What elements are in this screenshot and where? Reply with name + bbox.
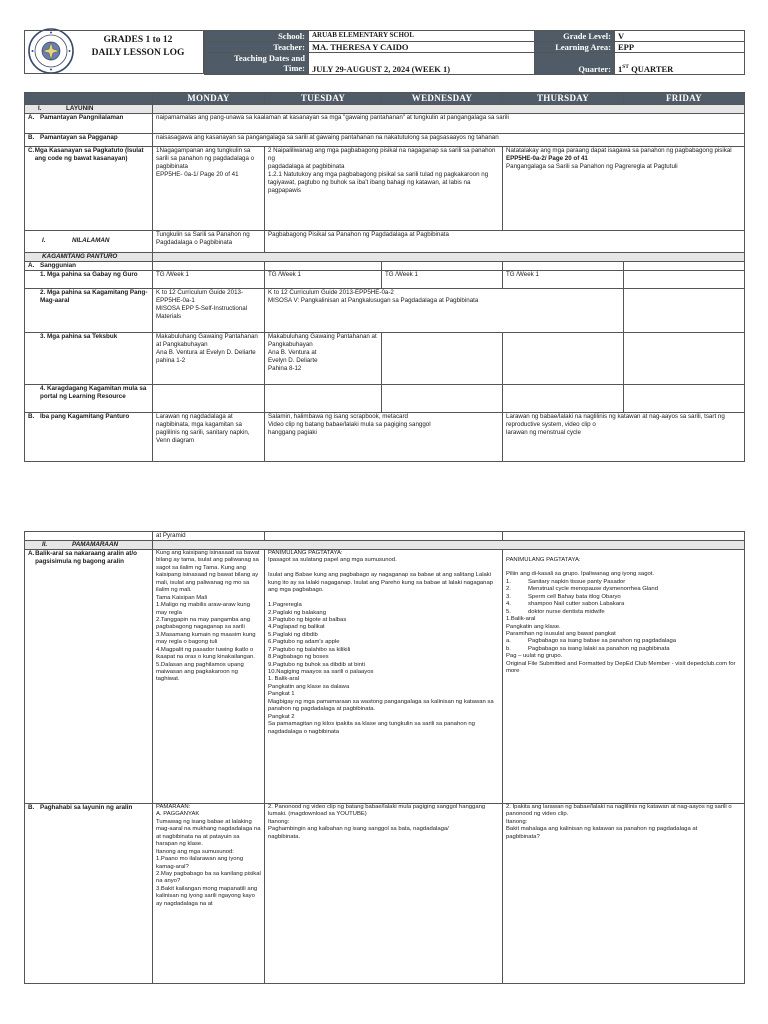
- teaching-dates-label: Teaching Dates and Time:: [205, 53, 309, 75]
- day-header-row: [25, 93, 745, 105]
- row-teksbuk: 3. Mga pahina sa Teksbuk Makabuluhang Gawaing Pantahanan at Pangkabuhayan Ana B. Ventura at Evelyn D. Deliarte pahina 1-2 Makabuluhang Gawaing Pantahanan at Pangkabuhayan Ana B. Ventura at Evelyn D. Deliarte Pahina 8-12: [25, 333, 745, 385]
- teacher-value: MA. THERESA Y CAIDO: [309, 42, 535, 53]
- section-kagamitan: KAGAMITANG PANTURO: [25, 253, 745, 262]
- day-monday: MONDAY: [153, 93, 265, 105]
- paghahabi-tuesday: 2. Panonood ng video clip ng batang babae/lalaki mula pagiging sanggol hanggang lumaki. (magdownload sa YOUTUBE) Itanong: Paghambingin ang kaibahan ng isang sanggol sa bata, nagdadalaga/ nagbibinata.: [265, 804, 503, 984]
- lesson-log-table-page1: [24, 92, 745, 462]
- balik-aral-thursday: PANIMULANG PAGTATAYA: Piliin ang di-kasali sa grupo. Ipaliwanag ang iyong sagot. 1. Sanitary napkin tissue panty Pasador 2. Menstrual cycle menopause dysmenorrhea Gland 3. Sperm cell Bahay bata itlog Obaryo 4. shampoo Nail cutter sabon Labakara 5. doktor nurse dentista midwife 1.Balik-aral Pangkatin ang klase. Paramihan ng isusulat ang bawat pangkat a. Pagbabago sa isang babae sa panahon ng pagdadalaga b. Pagbabago sa isang lalaki sa panahon ng pagbibinata Pag – uulat ng grupo. Original File Submitted and Formatted by DepEd Club Member - visit depedclub.com for more: [503, 550, 745, 804]
- iba-monday: Larawan ng nagdadalaga at nagbibinata, mga kagamitan sa paglilinis ng sarili, sanitary napkin, Venn diagram: [153, 413, 265, 462]
- thursday-item-list: 1. Sanitary napkin tissue panty Pasador 2. Menstrual cycle menopause dysmenorrhea Gland 3. Sperm cell Bahay bata itlog Obaryo 4. shampoo Nail cutter sabon Labakara 5. doktor nurse dentista midwife: [506, 578, 658, 615]
- quarter-value: 1ST QUARTER: [615, 53, 745, 75]
- grade-level-value: V: [615, 31, 745, 42]
- lesson-log-table-page2: [24, 531, 745, 984]
- gabay-tuesday: TG /Week 1: [265, 271, 382, 289]
- day-friday: FRIDAY: [624, 93, 745, 105]
- day-tuesday: TUESDAY: [265, 93, 382, 105]
- row-gabay-guro: 1. Mga pahina sa Gabay ng Guro TG /Week 1 TG /Week 1 TG /Week 1 TG /Week 1: [25, 271, 745, 289]
- gabay-thursday: TG /Week 1: [503, 271, 624, 289]
- school-label: School:: [205, 31, 309, 42]
- kasanayan-monday: 1Nagagampanan ang tungkulin sa sarili sa panahon ng pagdadalaga o pagbibinata EPP5HE- 0a-1/ Page 20 of 41: [153, 147, 265, 231]
- row-karagdagang-kagamitan: 4. Karagdagang Kagamitan mula sa portal ng Learning Resource: [25, 385, 745, 413]
- nilalaman-tuesday: Pagbabagong Pisikal sa Panahon ng Pagdadalaga at Pagbibinata: [265, 231, 745, 253]
- header-info-table: [204, 30, 745, 75]
- nilalaman-monday: Tungkulin sa Sarili sa Panahon ng Pagdadalaga o Pagbibinata: [153, 231, 265, 253]
- row-sanggunian: A. Sanggunian: [25, 262, 745, 271]
- paghahabi-monday: PAMARAAN: A. PAGGANYAK Tumawag ng isang babae at lalaking mag-aaral na mukhang nagdadalaga na at nagbibinata na at patayuin sa harapan ng klase. Itanong ang mga sumusunod: 1.Paano mo ilalarawan ang iyong kamag-aral? 2.May pagbabago ba sa kanilang pisikal na anyo? 3.Bakit kailangan mong mapanatili ang kalinisan ng iyong sarili ngayong kayo ay nagdadalaga na at: [153, 804, 265, 984]
- teacher-label: Teacher:: [205, 42, 309, 53]
- row-pamantayan-pangnilalaman: A. Pamantayan Pangnilalaman naipamamalas ang pang-unawa sa kaalaman at kasanayan sa mga "gawaing pantahanan" at tungkulin at pangangalaga sa sarili: [25, 114, 745, 134]
- row-kasanayan: C. Mga Kasanayan sa Pagkatuto (Isulat ang code ng bawat kasanayan) 1Nagagampanan ang tungkulin sa sarili sa panahon ng pagdadalaga o pagbibinata EPP5HE- 0a-1/ Page 20 of 41 2 Naipaliliwanag ang mga pagbabagong pisikal na nagaganap sa sarili sa panahon ng pagdadalaga at pagbibinata 1.2.1 Natutukoy ang mga pagbabagong pisikal sa sarili tulad ng pagkakaroon ng tagiyawat, pagtubo ng buhok sa iba't ibang bahagi ng katawan, at labis na pagpapawis Natatalakay ang mga paraang dapat isagawa sa panahon ng pagbabagong pisikal EPP5HE-0a-2/ Page 20 of 41 Pangangalaga sa Sarili sa Panahon ng Pagreregla at Pagtutuli: [25, 147, 745, 231]
- day-wednesday: WEDNESDAY: [382, 93, 503, 105]
- school-value: ARUAB ELEMENTARY SCHOL: [309, 31, 535, 42]
- form-title-line1: GRADES 1 to 12: [103, 35, 173, 45]
- pamantayan-pagganap-text: naisasagawa ang kasanayan sa pangangalaga sa sarili at gawaing pantahanan na nakatutulong sa pagsasaayos ng tahanan: [153, 134, 745, 147]
- row-paghahabi: B. Paghahabi sa layunin ng aralin PAMARAAN: A. PAGGANYAK Tumawag ng isang babae at lalaking mag-aaral na mukhang nagdadalaga na at nagbibinata na at patayuin sa harapan ng klase. Itanong ang mga sumusunod: 1.Paano mo ilalarawan ang iyong kamag-aral? 2.May pagbabago ba sa kanilang pisikal na anyo? 3.Bakit kailangan mong mapanatili ang kalinisan ng iyong sarili ngayong kayo ay nagdadalaga na at 2. Panonood ng video clip ng batang babae/lalaki mula pagiging sanggol hanggang lumaki. (magdownload sa YOUTUBE) Itanong: Paghambingin ang kaibahan ng isang sanggol sa bata, nagdadalaga/ nagbibinata. 2. Ipakita ang larawan ng babae/lalaki na naglilinis ng katawan at nag-aayos ng sarili o panonood ng video clip. Itanong: Bakit mahalaga ang kalinisan ng katawan sa panahon ng pagdadalaga at pagbibinata?: [25, 804, 745, 984]
- section-pamamaraan: II. PAMAMARAAN: [25, 541, 745, 550]
- row-nilalaman: I. NILALAMAN Tungkulin sa Sarili sa Panahon ng Pagdadalaga o Pagbibinata Pagbabagong Pisikal sa Panahon ng Pagdadalaga at Pagbibinata: [25, 231, 745, 253]
- grade-level-label: Grade Level:: [535, 31, 615, 42]
- balik-aral-monday: Kung ang kaisipang isinasaad sa bawat bilang ay tama, isulat ang paliwanag sa sagot sa ilalim ng Tama. Kung ang kaisipang isinasaad ng bawat bilang ay mali, isulat ang paliwanag ng mo sa ilalim ng mali. Tama Kaisipan Mali 1.Maligo ng mabilis araw-araw kung may regla 2.Tanggapin na may pangamba ang pagbabagong nagaganap sa sarili 3.Masamang kumain ng maasim kung may regla o bagong tuli 4.Magpalit ng pasador tuwing ikatlo o ikaapat na oras o kung kinakailangan. 5.Dalasan ang paghilamos upang maiwasan ang pagkakaroon ng taghiwat.: [153, 550, 265, 804]
- kasanayan-tuesday: 2 Naipaliliwanag ang mga pagbabagong pisikal na nagaganap sa sarili sa panahon ng pagdadalaga at pagbibinata 1.2.1 Natutukoy ang mga pagbabagong pisikal sa sarili tulad ng pagkakaroon ng tagiyawat, pagtubo ng buhok sa iba't ibang bahagi ng katawan, at labis na pagpapawis: [265, 147, 503, 231]
- mag-aaral-monday: K to 12 Curriculum Guide 2013-EPP5HE-0a-1 MISOSA EPP 5-Self-Instructional Materials: [153, 289, 265, 333]
- day-thursday: THURSDAY: [503, 93, 624, 105]
- title-box: [24, 30, 204, 74]
- form-title-line2: DAILY LESSON LOG: [91, 47, 185, 58]
- row-iba-pang-kagamitan: B. Iba pang Kagamitang Panturo Larawan ng nagdadalaga at nagbibinata, mga kagamitan sa paglilinis ng sarili, sanitary napkin, Venn diagram Salamin, halimbawa ng isang scrapbook, metacard Video clip ng batang babae/lalaki mula sa pagiging sanggol hanggang pagiaki Larawan ng babae/lalaki na naglilinis ng katawan at nag-aayos sa sarili, tsart ng reproductive system, video clip o larawan ng menstrual cycle: [25, 413, 745, 462]
- mag-aaral-tuesday: K to 12 Curriculum Guide 2013-EPP5HE-0a-2 MISOSA V: Pangkalinisan at Pangkalusugan sa Pagdadalaga at Pagbibinata: [265, 289, 624, 333]
- balik-aral-tuesday: PANIMULANG PAGTATAYA: Ipasagot sa sulatang papel ang mga sumusunod. Isulat ang Babae kung ang pagbabago ay nagaganap sa babae at ang salitang Lalaki kung ito ay sa lalaki nagaganap. Isulat ang Pareho kung sa babae at lalaki nagaganap ang mga pagbabago. 1.Pagreregla 2.Paglaki ng balakang 3.Pagtubo ng bigote at balbas 4.Paglapad ng balikat 5.Paglaki ng dibdib 6.Pagtubo ng adam's apple 7.Pagtubo ng balahibo sa kilikili 8.Pagbabago ng boses 9.Pagtubo ng buhok sa dibdib at binti 10.Nagiging maayos sa sarili o palaayos 1. Balik-aral Pangkatin ang klase sa dalawa Pangkat 1 Magbigay ng mga pamamaraan sa wastong pangangalaga sa kalinisan ng katawan sa panahon ng pagdadalaga at pagbibinata. Pangkat 2 Sa pamamagitan ng kilos ipakita sa klase ang tungkulin sa sarili sa panahon ng nagdadalaga o nagbibinata: [265, 550, 503, 804]
- quarter-label: Quarter:: [535, 53, 615, 75]
- learning-area-value: EPP: [615, 42, 745, 53]
- teksbuk-tuesday: Makabuluhang Gawaing Pantahanan at Pangkabuhayan Ana B. Ventura at Evelyn D. Deliarte Pahina 8-12: [265, 333, 382, 385]
- row-pamantayan-pagganap: B. Pamantayan sa Pagganap naisasagawa ang kasanayan sa pangangalaga sa sarili at gawaing pantahanan na nakatutulong sa pagsasaayos ng tahanan: [25, 134, 745, 147]
- iba-thursday: Larawan ng babae/lalaki na naglilinis ng katawan at nag-aayos sa sarili, tsart ng reproductive system, video clip o larawan ng menstrual cycle: [503, 413, 745, 462]
- section-layunin: I. LAYUNIN: [25, 105, 745, 114]
- iba-tuesday: Salamin, halimbawa ng isang scrapbook, metacard Video clip ng batang babae/lalaki mula sa pagiging sanggol hanggang pagiaki: [265, 413, 503, 462]
- paghahabi-thursday: 2. Ipakita ang larawan ng babae/lalaki na naglilinis ng katawan at nag-aayos ng sarili o panonood ng video clip. Itanong: Bakit mahalaga ang kalinisan ng katawan sa panahon ng pagdadalaga at pagbibinata?: [503, 804, 745, 984]
- continuation-text: at Pyramid: [153, 532, 265, 541]
- gabay-wednesday: TG /Week 1: [382, 271, 503, 289]
- learning-area-label: Learning Area:: [535, 42, 615, 53]
- pamantayan-pangnilalaman-text: naipamamalas ang pang-unawa sa kaalaman at kasanayan sa mga "gawaing pantahanan" at tungkulin at pangangalaga sa sarili: [153, 114, 745, 134]
- row-kagamitang-mag-aaral: 2. Mga pahina sa Kagamitang Pang-Mag-aaral K to 12 Curriculum Guide 2013-EPP5HE-0a-1 MISOSA EPP 5-Self-Instructional Materials K to 12 Curriculum Guide 2013-EPP5HE-0a-2 MISOSA V: Pangkalinisan at Pangkalusugan sa Pagdadalaga at Pagbibinata: [25, 289, 745, 333]
- kasanayan-thursday: Natatalakay ang mga paraang dapat isagawa sa panahon ng pagbabagong pisikal EPP5HE-0a-2/ Page 20 of 41 Pangangalaga sa Sarili sa Panahon ng Pagreregla at Pagtutuli: [503, 147, 745, 231]
- row-balik-aral: A. Balik-aral sa nakaraang aralin at/o pagsisimula ng bagong aralin Kung ang kaisipang isinasaad sa bawat bilang ay tama, isulat ang paliwanag sa sagot sa ilalim ng Tama. Kung ang kaisipang isinasaad ng bawat bilang ay mali, isulat ang paliwanag ng mo sa ilalim ng mali. Tama Kaisipan Mali 1.Maligo ng mabilis araw-araw kung may regla 2.Tanggapin na may pangamba ang pagbabagong nagaganap sa sarili 3.Masamang kumain ng maasim kung may regla o bagong tuli 4.Magpalit ng pasador tuwing ikatlo o ikaapat na oras o kung kinakailangan. 5.Dalasan ang paghilamos upang maiwasan ang pagkakaroon ng taghiwat. PANIMULANG PAGTATAYA: Ipasagot sa sulatang papel ang mga sumusunod. Isulat ang Babae kung ang pagbabago ay nagaganap sa babae at ang salitang Lalaki kung ito ay sa lalaki nagaganap. Isulat ang Pareho kung sa babae at lalaki nagaganap ang mga pagbabago. 1.Pagreregla 2.Paglaki ng balakang 3.Pagtubo ng bigote at balbas 4.Paglapad ng balikat 5.Paglaki ng dibdib 6.Pagtubo ng adam's apple 7.Pagtubo ng balahibo sa kilikili 8.Pagbabago ng boses 9.Pagtubo ng buhok sa dibdib at binti 10.Nagiging maayos sa sarili o palaayos 1. Balik-aral Pangkatin ang klase sa dalawa Pangkat 1 Magbigay ng mga pamamaraan sa wastong pangangalaga sa kalinisan ng katawan sa panahon ng pagdadalaga at pagbibinata. Pangkat 2 Sa pamamagitan ng kilos ipakita sa klase ang tungkulin sa sarili sa panahon ng nagdadalaga o nagbibinata PANIMULANG PAGTATAYA: Piliin ang di-kasali sa grupo. Ipaliwanag ang iyong sagot. 1. Sanitary napkin tissue panty Pasador 2. Menstrual cycle menopause dysmenorrhea Gland 3. Sperm cell Bahay bata itlog Obaryo 4. shampoo Nail cutter sabon Labakara 5. doktor nurse dentista midwife 1.Balik-aral Pangkatin ang klase. Paramihan ng isusulat ang bawat pangkat a. Pagbabago sa isang babae sa panahon ng pagdadalaga b. Pagbabago sa isang lalaki sa panahon ng pagbibinata Pag – uulat ng grupo. Original File Submitted and Formatted by DepEd Club Member - visit depedclub.com for more: [25, 550, 745, 804]
- teksbuk-monday: Makabuluhang Gawaing Pantahanan at Pangkabuhayan Ana B. Ventura at Evelyn D. Deliarte pahina 1-2: [153, 333, 265, 385]
- row-continuation: [25, 532, 745, 541]
- gabay-monday: TG /Week 1: [153, 271, 265, 289]
- teaching-dates-value: JULY 29-AUGUST 2, 2024 (WEEK 1): [309, 53, 535, 75]
